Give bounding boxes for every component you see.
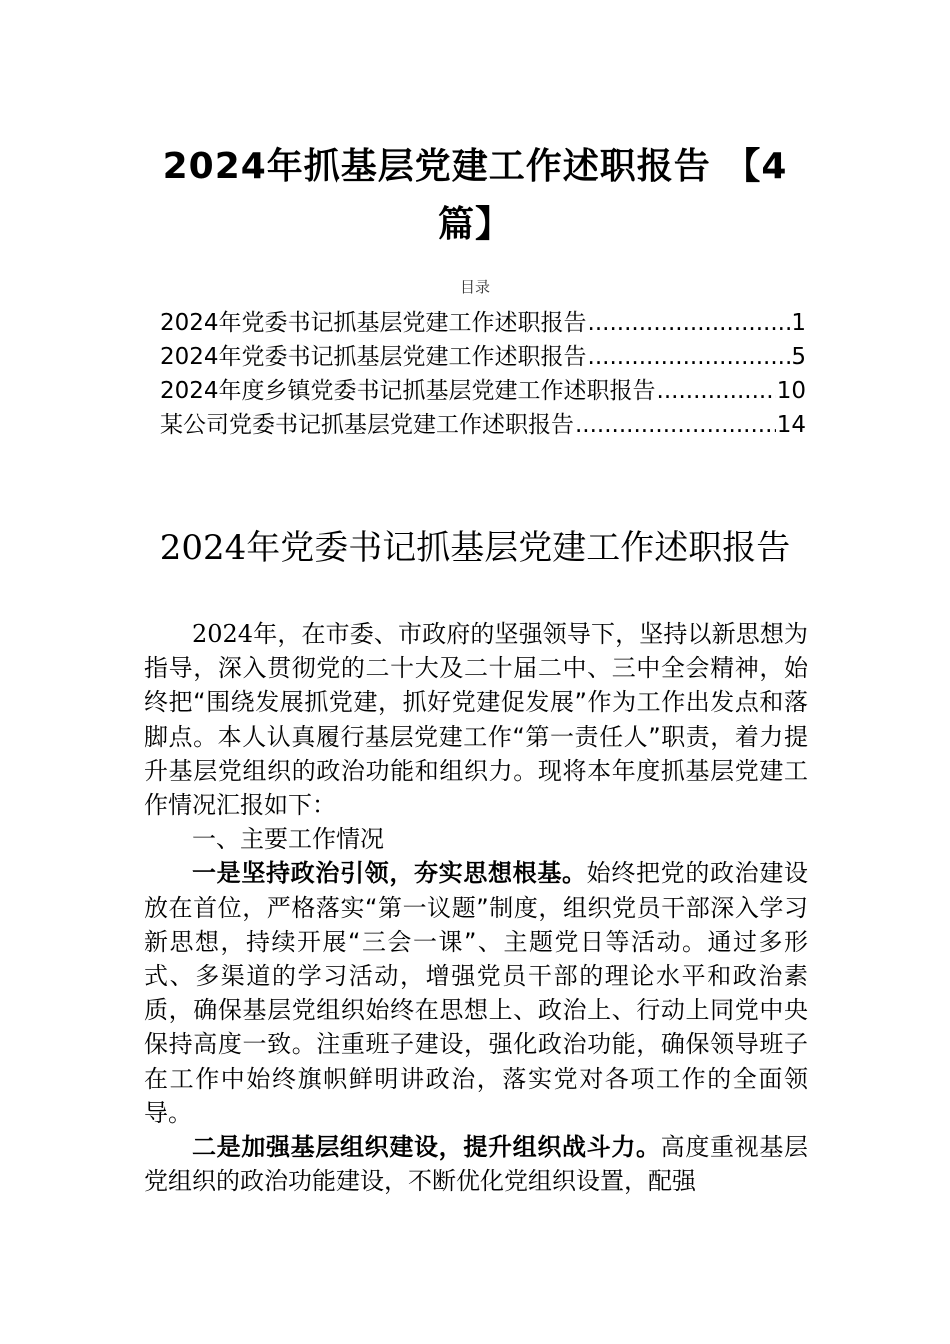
intro-text: 年，在市委、市政府的坚强领导下，坚持以新思想为指导，深入贯彻党的二十大及二十届二中、三中全会精神，始终把“围绕发展抓党建，抓好党建促发展”作为工作出发点和落脚点。本人认真履行基层党建工作“第一责任人”职责，着力提升基层党组织的政治功能和组织力。现将本年度抓基层党建工作情况汇报如下： — [144, 620, 808, 820]
toc-leader-dots — [575, 408, 776, 442]
toc-entry[interactable] — [160, 340, 806, 374]
work-item-1 — [144, 856, 808, 1130]
toc-entry-page: 14 — [776, 412, 806, 438]
section-heading-1: 一、主要工作情况 — [192, 825, 384, 854]
toc-entry-text: 2024年度乡镇党委书记抓基层党建工作述职报告 — [160, 378, 656, 404]
work-item-2-lead: 二是加强基层组织建设，提升组织战斗力。 — [192, 1133, 661, 1162]
section-body — [144, 617, 808, 1198]
intro-year: 2024 — [192, 620, 254, 648]
toc-leader-dots — [588, 340, 791, 374]
table-of-contents — [160, 306, 806, 442]
toc-entry[interactable] — [160, 306, 806, 340]
work-item-1-lead: 一是坚持政治引领，夯实思想根基。 — [192, 859, 587, 888]
toc-leader-dots — [588, 306, 791, 340]
toc-entry-text: 2024年党委书记抓基层党建工作述职报告 — [160, 310, 587, 336]
section-title: 2024年党委书记抓基层党建工作述职报告 — [159, 528, 791, 568]
work-item-1-text: 始终把党的政治建设放在首位，严格落实“第一议题”制度，组织党员干部深入学习新思想，持续开展“三会一课”、主题党日等活动。通过多形式、多渠道的学习活动，增强党员干部的理论水平和政治素质，确保基层党组织始终在思想上、政治上、行动上同党中央保持高度一致。注重班子建设，强化政治功能，确保领导班子在工作中始终旗帜鲜明讲政治，落实党对各项工作的全面领导。 — [144, 859, 809, 1127]
toc-entry[interactable] — [160, 408, 806, 442]
toc-entry-page: 5 — [791, 344, 806, 370]
toc-entry-page: 10 — [776, 378, 806, 404]
toc-entry[interactable] — [160, 374, 806, 408]
toc-entry-text: 2024年党委书记抓基层党建工作述职报告 — [160, 344, 587, 370]
toc-leader-dots — [657, 374, 776, 408]
intro-paragraph — [144, 617, 808, 822]
document-title: 2024年抓基层党建工作述职报告 【4篇】 — [162, 146, 788, 245]
toc-entry-text: 某公司党委书记抓基层党建工作述职报告 — [160, 412, 574, 438]
toc-heading: 目录 — [459, 278, 490, 296]
toc-entry-page: 1 — [791, 310, 806, 336]
work-item-2-text: 高度重视基层党组织的政治功能建设，不断优化党组织设置，配强 — [144, 1133, 809, 1196]
work-item-2 — [144, 1130, 808, 1198]
